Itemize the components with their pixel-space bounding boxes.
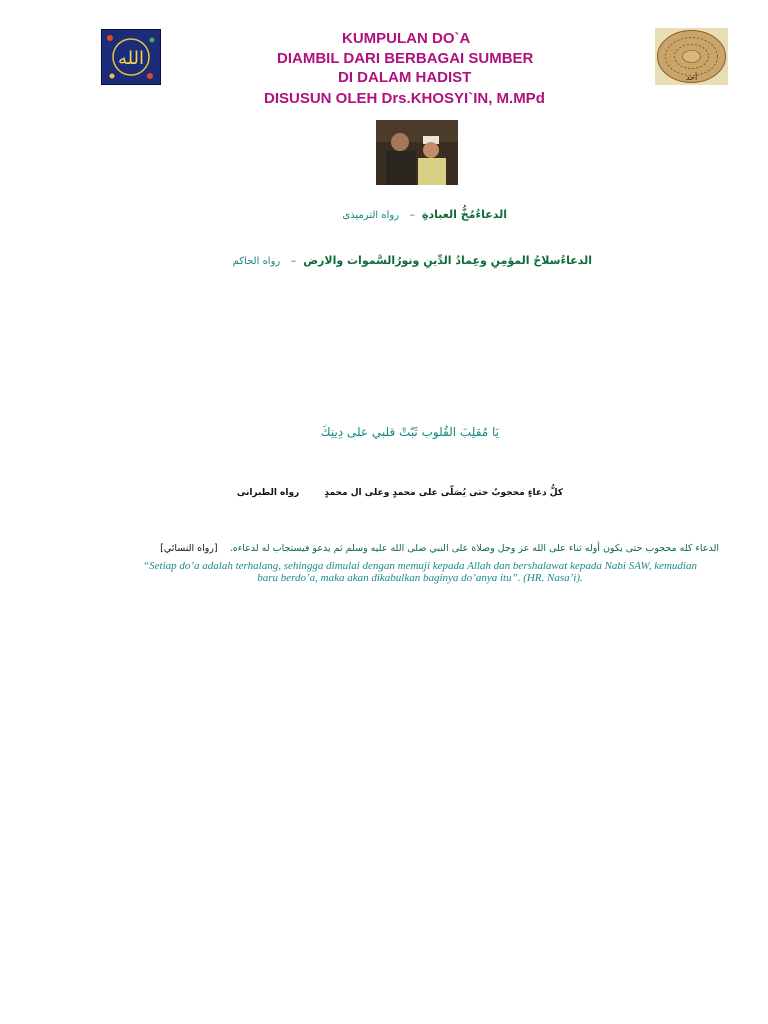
doa-5 (160, 543, 719, 554)
doa-1-source: رواه الترميذى (342, 210, 400, 221)
doa-2-source: رواه الحاكم (232, 256, 281, 267)
quote-line-1: “Setiap do’a adalah terhalang, sehingga dimulai dengan memuji kepada Allah dan bershalawat kepada Nabi SAW, kemudian (143, 560, 697, 572)
doa-4 (237, 488, 563, 498)
doa-2: الدعاءُسلاحُ المؤمِنِ وعِمادُ الدِّينِ ونورُالسَّموات والارض – رواه الحاكم (232, 254, 592, 267)
doa-4-source: رواه الطبرانى (236, 488, 300, 498)
doa-1: الدعاءُمُخُّ العبادةِ – رواه الترميذى (342, 208, 507, 221)
circle-calligraphy-icon (655, 28, 728, 85)
photo-image (376, 120, 458, 185)
doa-2-text: الدعاءُسلاحُ المؤمِنِ وعِمادُ الدِّينِ ونورُالسَّموات والارض (303, 254, 592, 267)
doa-3-text: يَا مُقلِبَ القُلوب ثَبّتْ قلبي على دِينِكَ (320, 425, 499, 439)
doa-5-text: الدعاء كله محجوب حتى يكون أوله ثناء على الله عز وجل وصلاة على النبي صلى الله عليه وسلم ثم يدعو فيستجاب له لدعاءه. (229, 543, 719, 554)
doa-3 (321, 425, 499, 439)
logo-right-text: أحد (685, 73, 698, 82)
allah-calligraphy-icon (102, 30, 160, 84)
header-subtitle: DIAMBIL DARI BERBAGAI SUMBER (277, 50, 534, 67)
doa-5-source: [رواه النسائي] (160, 543, 218, 554)
header-subtitle-2: DI DALAM HADIST (338, 69, 472, 86)
allah-calligraphy-logo (101, 29, 161, 85)
logo-left-text: الله (117, 48, 145, 69)
quote-line-2: baru berdo’a, maka akan dikabulkan baginya do’anya itu”. (HR. Nasa’i). (257, 572, 583, 584)
asmaul-husna-circle-logo (655, 28, 728, 85)
translation-quote (100, 560, 740, 584)
header-author: DISUSUN OLEH Drs.KHOSYI`IN, M.MPd (264, 90, 545, 107)
doa-4-text: كلُّ دعاءٍ محجوبٌ حتى يُصَلّى على محمدٍ وعلى ال محمدٍ (324, 488, 563, 498)
header-title: KUMPULAN DO`A (342, 30, 471, 47)
author-photo (376, 120, 458, 185)
doa-1-text: الدعاءُمُخُّ العبادةِ (422, 208, 507, 221)
